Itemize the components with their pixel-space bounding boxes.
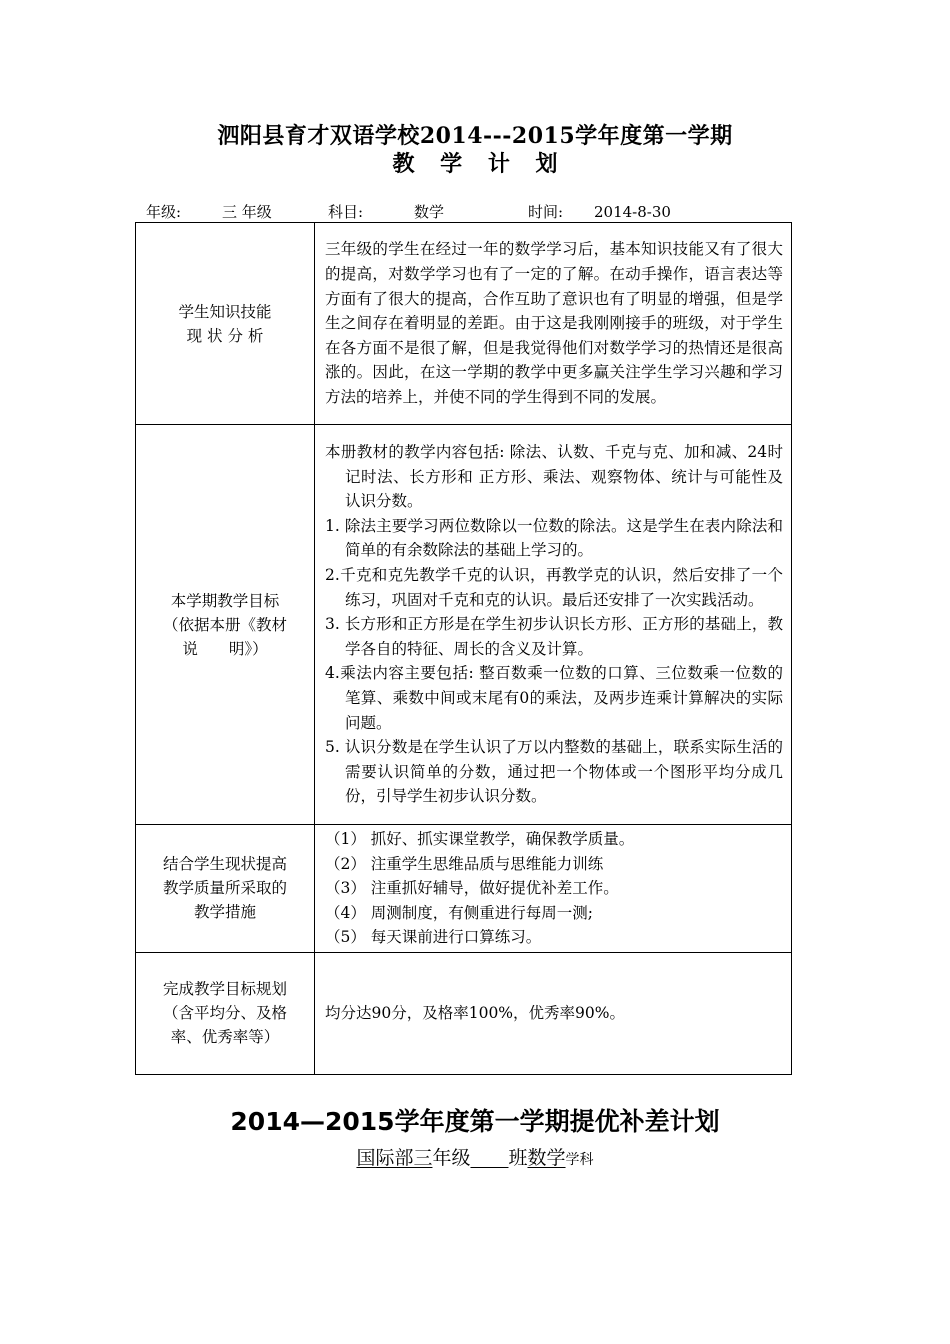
row-label-goals — [136, 425, 315, 825]
subject-word: 学科 — [565, 1152, 594, 1168]
plan-title: 教 学 计 划 — [392, 151, 558, 177]
school-title: 泗阳县育才双语学校2014---2015学年度第一学期 — [217, 123, 733, 149]
label-line: 教学措施 — [193, 903, 256, 922]
row-label-targets — [136, 952, 315, 1074]
grade-label: 年级: — [146, 203, 182, 221]
label-line: 学生知识技能 — [178, 302, 272, 321]
label-line: （依据本册《教材 — [162, 615, 287, 634]
label-line: 结合学生现状提高 — [162, 855, 287, 874]
grade-word: 年级 — [432, 1147, 471, 1169]
row-content-targets: 均分达90分，及格率100%，优秀率90%。 — [315, 952, 792, 1074]
class-blank — [470, 1147, 508, 1169]
grade-value: 三 年级 — [222, 203, 272, 221]
goals-intro: 本册教材的教学内容包括: 除法、认数、千克与克、加和减、24时记时法、长方形和 正方形、乘法、观察物体、统计与可能性及认识分数。 — [325, 443, 783, 511]
label-line: 教学质量所采取的 — [162, 879, 287, 898]
table-row — [136, 952, 792, 1074]
measure-item: （5） 每天课前进行口算练习。 — [325, 928, 542, 947]
goal-item: 4.乘法内容主要包括: 整百数乘一位数的口算、三位数乘一位数的笔算、乘数中间或末尾有0的乘法，及两步连乘计算解决的实际问题。 — [325, 664, 783, 732]
measure-item: （2） 注重学生思维品质与思维能力训练 — [325, 854, 604, 873]
label-line: （含平均分、及格 — [162, 1004, 287, 1023]
row-label-status — [136, 223, 315, 425]
class-word: 班 — [508, 1147, 528, 1169]
class-line — [0, 1145, 950, 1173]
table-row — [136, 825, 792, 953]
row-content-status: 三年级的学生在经过一年的数学学习后，基本知识技能又有了很大的提高，对数学学习也有了一定的了解。在动手操作，语言表达等方面有了很大的提高，合作互助了意识也有了明显的增强，但是学生之间存在着明显的差距。由于这是我刚刚接手的班级，对于学生在各方面不是很了解，但是我觉得他们对数学学习的热情还是很高涨的。因此，在这一学期的教学中更多赢关注学生学习兴趣和学习方法的培养上，并使不同的学生得到不同的发展。 — [315, 223, 792, 425]
subject-value: 数学 — [414, 203, 445, 221]
dept-value: 国际部三 — [356, 1147, 433, 1169]
goal-item: 3. 长方形和正方形是在学生初步认识长方形、正方形的基础上，教学各自的特征、周长的含义及计算。 — [325, 615, 783, 658]
meta-line — [146, 202, 796, 222]
measure-item: （4） 周测制度，有侧重进行每周一测; — [325, 903, 594, 922]
label-line: 本学期教学目标 — [170, 591, 280, 610]
improvement-plan-title: 2014—2015学年度第一学期提优补差计划 — [230, 1107, 720, 1136]
goal-item: 2.千克和克先教学千克的认识，再教学克的认识，然后安排了一个练习，巩固对千克和克的认识。最后还安排了一次实践活动。 — [325, 566, 783, 609]
goal-item: 1. 除法主要学习两位数除以一位数的除法。这是学生在表内除法和简单的有余数除法的基础上学习的。 — [325, 516, 783, 560]
label-line: 率、优秀率等） — [170, 1028, 280, 1047]
label-line: 现 状 分 析 — [186, 326, 264, 345]
label-line: 说 明》） — [182, 639, 268, 658]
time-value: 2014-8-30 — [594, 203, 671, 221]
goal-item: 5. 认识分数是在学生认识了万以内整数的基础上，联系实际生活的需要认识简单的分数，通过把一个物体或一个图形平均分成几份，引导学生初步认识分数。 — [325, 738, 783, 806]
row-content-goals — [315, 425, 792, 825]
time-label: 时间: — [528, 203, 564, 221]
label-line: 完成教学目标规划 — [162, 980, 287, 999]
measure-item: （3） 注重抓好辅导，做好提优补差工作。 — [325, 879, 619, 898]
plan-table — [135, 222, 792, 1075]
measure-item: （1） 抓好、抓实课堂教学，确保教学质量。 — [325, 830, 635, 848]
table-row — [136, 223, 792, 425]
subject-value: 数学 — [527, 1147, 566, 1169]
row-content-measures — [315, 825, 792, 953]
table-row — [136, 425, 792, 825]
row-label-measures — [136, 825, 315, 953]
subject-label: 科目: — [328, 203, 364, 221]
